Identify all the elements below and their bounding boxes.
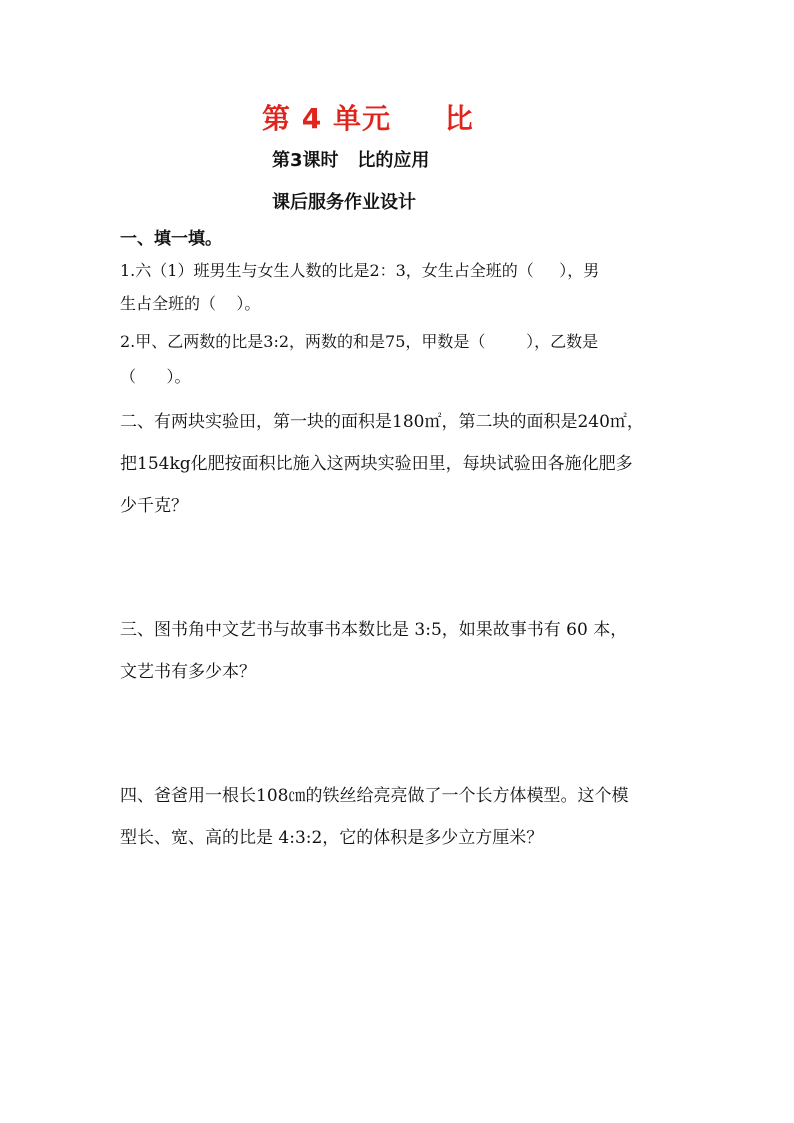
section-2-line-2: 把154kg化肥按面积比施入这两块实验田里，每块试验田各施化肥多 — [120, 454, 633, 474]
question-2-line-2: （ ）。 — [120, 367, 191, 386]
worksheet-subtitle: 课后服务作业设计 — [272, 192, 416, 213]
unit-title: 第 4 单元 比 — [262, 102, 474, 135]
section-3-line-2: 文艺书有多少本？ — [120, 662, 256, 682]
lesson-title: 第3课时 比的应用 — [272, 150, 430, 171]
question-2-line-1: 2.甲、乙两数的比是3:2，两数的和是75，甲数是（ ），乙数是 — [120, 332, 599, 351]
section-4-line-2: 型长、宽、高的比是 4:3:2，它的体积是多少立方厘米？ — [120, 828, 544, 848]
section-1-heading: 一、填一填。 — [120, 229, 222, 249]
question-1-line-1: 1.六（1）班男生与女生人数的比是2：3，女生占全班的（ ），男 — [120, 261, 600, 280]
section-3-line-1: 三、图书角中文艺书与故事书本数比是 3:5，如果故事书有 60 本， — [120, 620, 628, 640]
section-2-line-3: 少千克？ — [120, 496, 188, 516]
question-1-line-2: 生占全班的（ ）。 — [120, 294, 261, 313]
section-2-line-1: 二、有两块实验田，第一块的面积是180㎡，第二块的面积是240㎡， — [120, 412, 644, 432]
section-4-line-1: 四、爸爸用一根长108㎝的铁丝给亮亮做了一个长方体模型。这个模 — [120, 786, 629, 806]
